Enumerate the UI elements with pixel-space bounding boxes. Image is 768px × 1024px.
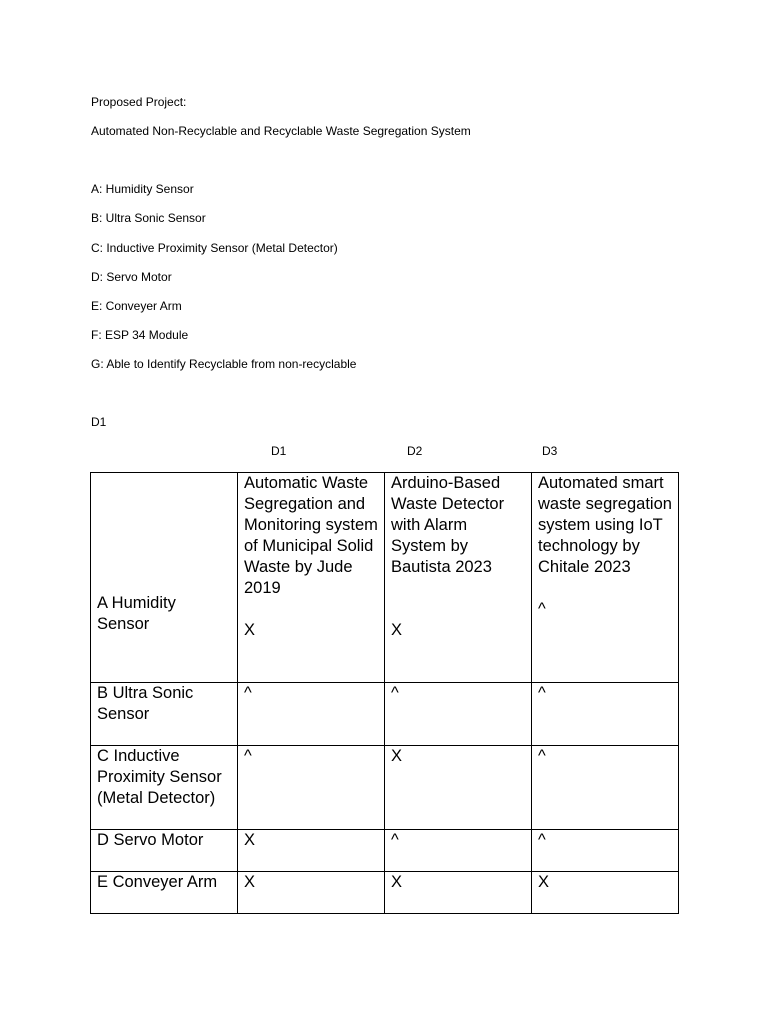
table-cell — [385, 683, 532, 746]
table-cell-value: X — [538, 873, 550, 891]
study-title: Automatic Waste Segregation and Monitoring system of Municipal Solid Waste by Jude 2019 — [244, 474, 378, 597]
comparison-table — [90, 472, 679, 914]
row-label: E Conveyer Arm — [97, 873, 218, 891]
criteria-item-d: D: Servo Motor — [91, 270, 172, 284]
table-row — [91, 683, 679, 746]
table-cell-value: ^ — [391, 684, 399, 702]
section-label: D1 — [91, 415, 107, 429]
table-cell-value: ^ — [244, 684, 252, 702]
row-label-cell — [91, 746, 238, 830]
table-cell — [385, 830, 532, 872]
row-label: D Servo Motor — [97, 831, 204, 849]
criteria-item-b: B: Ultra Sonic Sensor — [91, 211, 206, 225]
table-cell — [385, 872, 532, 914]
criteria-item-a: A: Humidity Sensor — [91, 182, 194, 196]
table-cell-value: ^ — [391, 831, 399, 849]
table-cell-value: ^ — [538, 831, 546, 849]
table-cell — [385, 746, 532, 830]
table-cell-value: ^ — [538, 600, 546, 618]
table-cell-value: X — [391, 873, 403, 891]
table-cell-value: X — [244, 621, 256, 639]
table-cell-value: X — [244, 873, 256, 891]
criteria-item-g: G: Able to Identify Recyclable from non-recyclable — [91, 357, 357, 371]
table-row — [91, 746, 679, 830]
column-header-d1: D1 — [271, 444, 287, 458]
row-label-cell — [91, 683, 238, 746]
study-title: Automated smart waste segregation system using IoT technology by Chitale 2023 — [538, 474, 672, 576]
table-cell-value: X — [391, 747, 403, 765]
column-header-d3: D3 — [542, 444, 558, 458]
table-cell-value: X — [391, 621, 403, 639]
table-cell-value: ^ — [538, 684, 546, 702]
table-cell — [532, 872, 679, 914]
table-row — [91, 872, 679, 914]
study-cell — [385, 473, 532, 683]
criteria-item-f: F: ESP 34 Module — [91, 328, 189, 342]
row-label: C Inductive Proximity Sensor (Metal Detector) — [97, 747, 222, 807]
table-cell — [532, 830, 679, 872]
table-cell — [238, 872, 385, 914]
table-cell-value: ^ — [244, 747, 252, 765]
table-cell-value: X — [244, 831, 256, 849]
row-label-cell — [91, 830, 238, 872]
table-row — [91, 830, 679, 872]
row-label-cell — [91, 872, 238, 914]
project-title: Automated Non-Recyclable and Recyclable Waste Segregation System — [91, 124, 471, 138]
criteria-item-e: E: Conveyer Arm — [91, 299, 182, 313]
study-title: Arduino-Based Waste Detector with Alarm System by Bautista 2023 — [391, 474, 505, 576]
table-cell — [238, 746, 385, 830]
row-label-cell — [91, 473, 238, 683]
table-row — [91, 473, 679, 683]
row-label: A Humidity Sensor — [97, 594, 176, 633]
study-cell — [532, 473, 679, 683]
criteria-item-c: C: Inductive Proximity Sensor (Metal Detector) — [91, 241, 338, 255]
row-label: B Ultra Sonic Sensor — [97, 684, 194, 723]
table-cell — [238, 830, 385, 872]
table-cell-value: ^ — [538, 747, 546, 765]
table-cell — [238, 683, 385, 746]
study-cell — [238, 473, 385, 683]
table-cell — [532, 746, 679, 830]
column-header-d2: D2 — [407, 444, 423, 458]
intro-label: Proposed Project: — [91, 95, 187, 109]
table-cell — [532, 683, 679, 746]
